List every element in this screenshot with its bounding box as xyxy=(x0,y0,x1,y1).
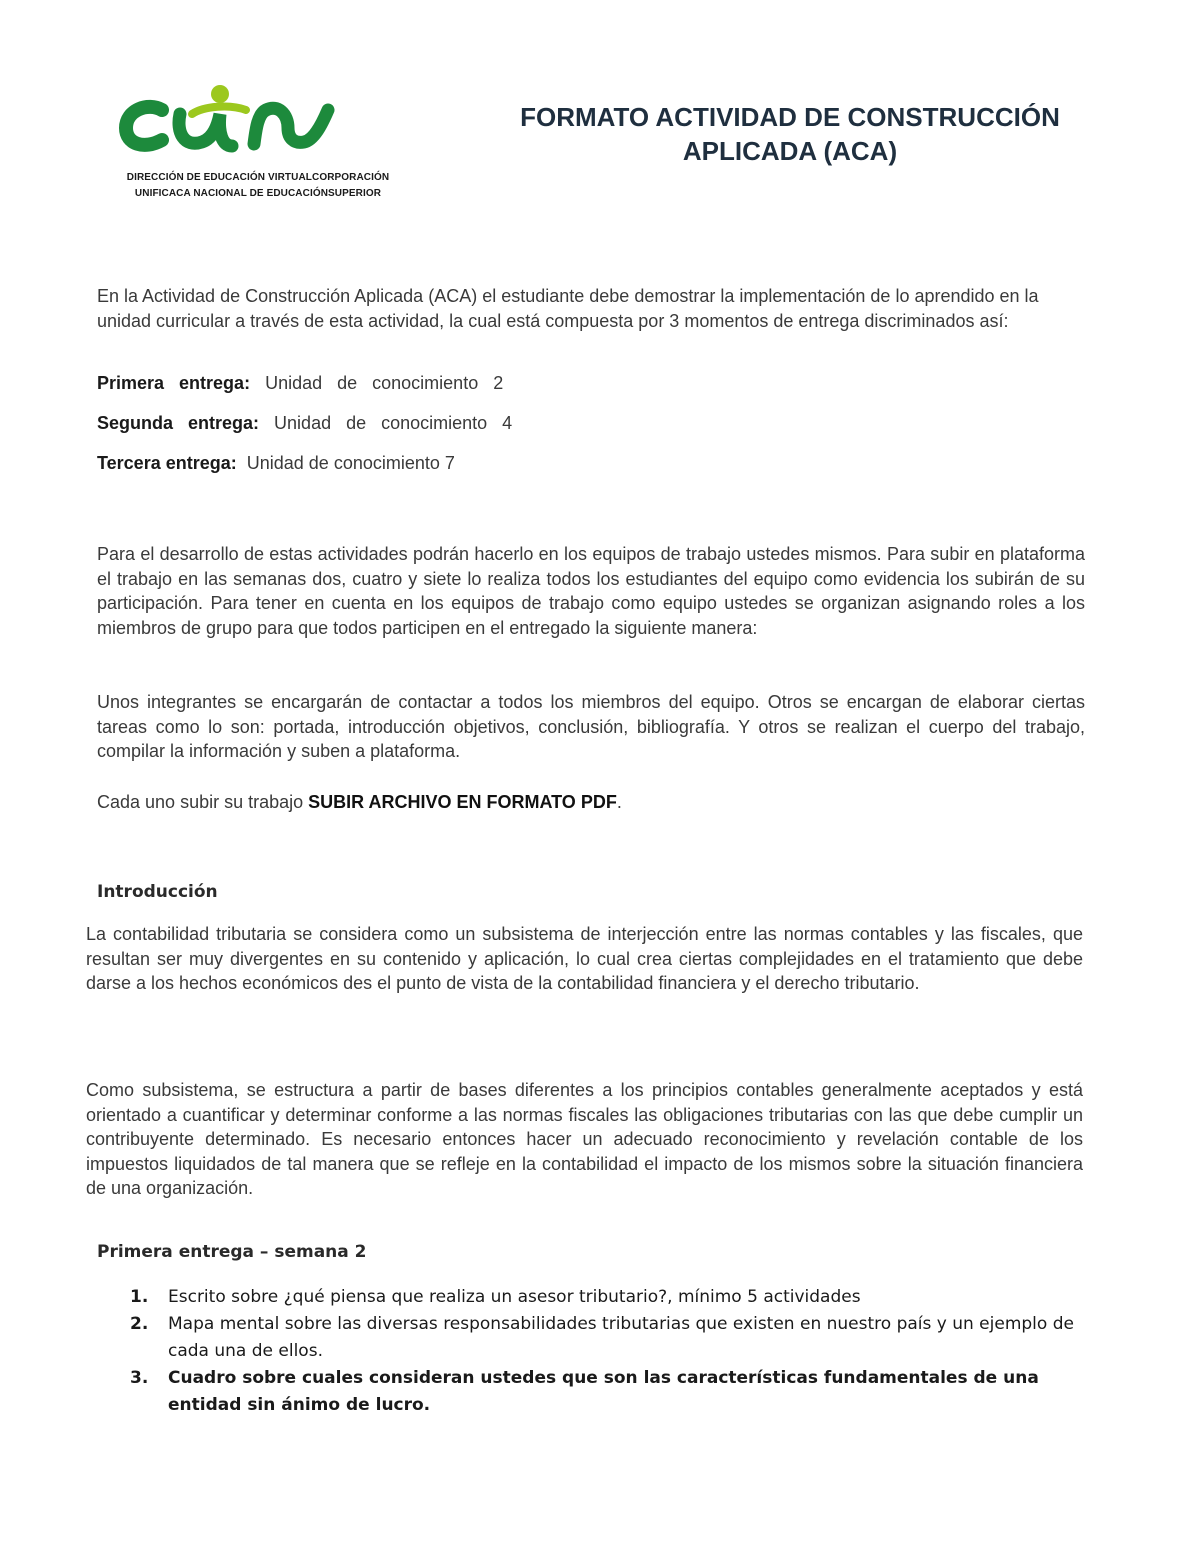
introduccion-paragraph-2: Como subsistema, se estructura a partir de bases diferentes a los principios contables generalmente aceptados y está orientado a cuantificar y determinar conforme a las normas fiscales las obligaciones tributarias con las que debe cumplir un contribuyente determinado. Es necesario entonces hacer un adecuado reconocimiento y revelación contable de los impuestos liquidados de tal manera que se refleje en la contabilidad el impacto de los mismos sobre la situación financiera de una organización. xyxy=(86,1080,1083,1198)
document-title xyxy=(440,100,1140,168)
logo-subtitle-line1: DIRECCIÓN DE EDUCACIÓN VIRTUALCORPORACIÓN xyxy=(126,172,390,183)
primera-entrega-heading: Primera entrega – semana 2 xyxy=(97,1242,367,1262)
list-item-text: Mapa mental sobre las diversas responsabilidades tributarias que existen en nuestro país y un ejemplo de cada una de ellos. xyxy=(168,1314,1074,1361)
delivery-label: Tercera entrega: xyxy=(97,453,237,473)
list-item xyxy=(130,1365,1095,1419)
list-item xyxy=(130,1284,1095,1311)
delivery-label: Primera entrega: xyxy=(97,373,251,393)
development-paragraph-2: Unos integrantes se encargarán de contactar a todos los miembros del equipo. Otros se encargan de elaborar ciertas tareas como lo son: portada, introducción objetivos, conclusión, bibliografía. Y otros se realizan el cuerpo del trabajo, compilar la información y suben a plataforma. xyxy=(97,692,1085,761)
delivery-value: Unidad de conocimiento 2 xyxy=(265,373,504,393)
delivery-row-1 xyxy=(97,371,503,395)
development-paragraph-1: Para el desarrollo de estas actividades podrán hacerlo en los equipos de trabajo ustedes mismos. Para subir en plataforma el trabajo en las semanas dos, cuatro y siete lo realiza todos los estudiantes del equipo como evidencia los subirán de su participación. Para tener en cuenta en los equipos de trabajo como equipo ustedes se organizan asignando roles a los miembros de grupo para que todos participen en el entregado la siguiente manera: xyxy=(97,544,1085,638)
primera-entrega-list xyxy=(130,1284,1095,1419)
delivery-value: Unidad de conocimiento 7 xyxy=(246,453,455,473)
title-line2: APLICADA (ACA) xyxy=(682,136,898,166)
cun-wordmark-icon xyxy=(118,80,338,160)
upload-suffix: . xyxy=(616,792,622,812)
introduccion-heading: Introducción xyxy=(97,882,218,902)
introduccion-paragraph-1: La contabilidad tributaria se considera como un subsistema de interjección entre las normas contables y las fiscales, que resultan ser muy divergentes en su contenido y aplicación, lo cual crea ciertas complejidades en el tratamiento que debe darse a los hechos económicos des el punto de vista de la contabilidad financiera y el derecho tributario. xyxy=(86,924,1083,993)
upload-format-emphasis: SUBIR ARCHIVO EN FORMATO PDF xyxy=(308,792,617,812)
list-item-number: 3. xyxy=(130,1368,149,1388)
delivery-row-3 xyxy=(97,451,455,475)
list-item-text: Escrito sobre ¿qué piensa que realiza un asesor tributario?, mínimo 5 actividades xyxy=(168,1287,861,1307)
delivery-row-2 xyxy=(97,411,512,435)
upload-prefix: Cada uno subir su trabajo xyxy=(97,792,309,812)
delivery-label: Segunda entrega: xyxy=(97,413,260,433)
list-item-text: Cuadro sobre cuales consideran ustedes que son las características fundamentales de una entidad sin ánimo de lucro. xyxy=(168,1368,1039,1415)
delivery-value: Unidad de conocimiento 4 xyxy=(274,413,513,433)
intro-paragraph: En la Actividad de Construcción Aplicada (ACA) el estudiante debe demostrar la implementación de lo aprendido en la unidad curricular a través de esta actividad, la cual está compuesta por 3 momentos de entrega discriminados así: xyxy=(97,286,1039,331)
list-item-number: 1. xyxy=(130,1287,149,1307)
list-item xyxy=(130,1311,1095,1365)
cun-logo xyxy=(118,80,398,210)
upload-instruction xyxy=(97,790,1085,815)
title-line1: FORMATO ACTIVIDAD DE CONSTRUCCIÓN xyxy=(520,102,1060,132)
list-item-number: 2. xyxy=(130,1314,149,1334)
logo-subtitle-line2: UNIFICACA NACIONAL DE EDUCACIÓNSUPERIOR xyxy=(134,188,382,199)
